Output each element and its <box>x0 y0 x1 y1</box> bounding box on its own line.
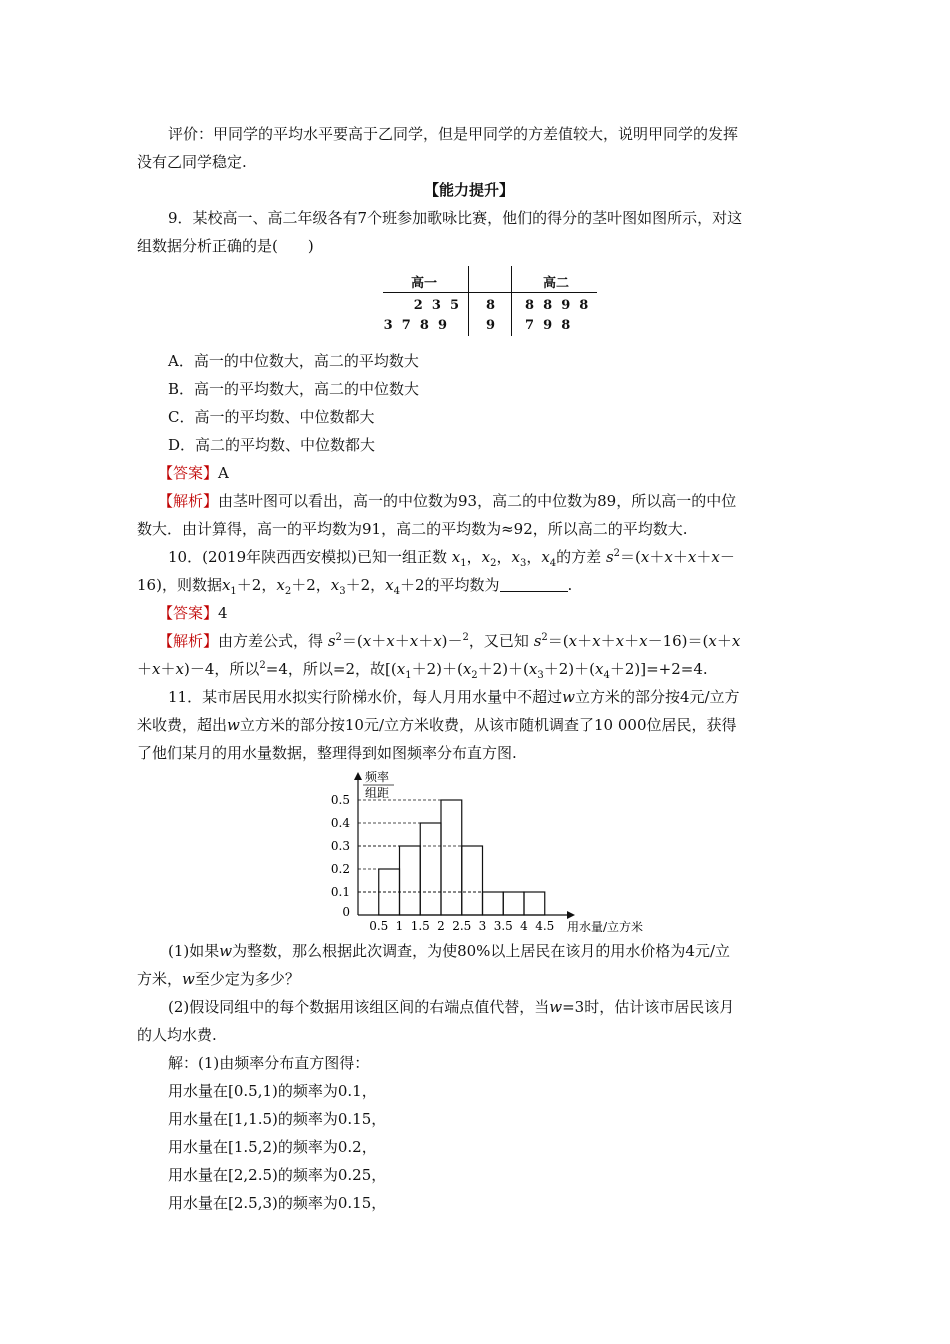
x-axis-arrow <box>567 911 575 919</box>
answer-line <box>158 603 228 623</box>
q11-text: 至少定为多少？ <box>194 970 300 988</box>
question-11-sub1: (1)如果w为整数，那么根据此次调查，为使80%以上居民在该月的用水价格为4元/立 <box>168 942 731 960</box>
q11-text: 立方米的部分按4元/立方 <box>574 688 740 706</box>
x-tick-label: 3 <box>478 919 487 933</box>
y-axis-label-top: 频率 <box>365 770 390 784</box>
x-tick-label: 0.5 <box>369 919 389 933</box>
answer-tag: 【答案】 <box>158 604 219 622</box>
histogram-bar <box>483 892 504 915</box>
answer-blank <box>500 577 568 592</box>
text-line: 评价：甲同学的平均水平要高于乙同学，但是甲同学的方差值较大，说明甲同学的发挥 <box>168 125 739 143</box>
q10-text: 的方差 <box>556 548 602 566</box>
q10-text: 的平均数为 <box>424 576 500 594</box>
question-11-sub1: 方米，w至少定为多少？ <box>137 970 300 988</box>
question-11-sub2: (2)假设同组中的每个数据用该组区间的右端点值代替，当w=3时，估计该市居民该月 <box>168 998 735 1016</box>
table-cell-stem: 9 <box>486 318 496 333</box>
question-10-text: 10．(2019年陕西西安模拟)已知一组正数 $x_1$，$x_2$，$x_3$，$x_4$的方差 $s^2=(x+x+x+x-$ <box>168 548 735 569</box>
analysis-line <box>158 491 736 511</box>
table-cell-stem: 8 <box>486 298 496 313</box>
x-tick-label: 1.5 <box>410 919 430 933</box>
solution-line: 用水量在[1,1.5)的频率为0.15， <box>168 1110 387 1128</box>
table-divider-right <box>511 266 512 336</box>
question-11-text: 11．某市居民用水拟实行阶梯水价，每人月用水量中不超过w立方米的部分按4元/立方 <box>168 688 740 706</box>
section-title: 【能力提升】 <box>424 181 515 199</box>
q10-text: 16)，则数据 <box>137 576 222 594</box>
question-11-text: 了他们某月的用水量数据，整理得到如图频率分布直方图. <box>137 744 517 762</box>
analysis-text: 由方差公式，得 <box>218 632 324 650</box>
x-axis-label: 用水量/立方米 <box>567 920 644 934</box>
analysis-line: 数大．由计算得，高一的平均数为91，高二的平均数为≈92，所以高二的平均数大. <box>137 520 688 538</box>
table-cell-right: 7 9 8 <box>525 318 571 333</box>
x-tick-label: 4 <box>520 919 528 933</box>
analysis-line: ＋x＋x)－4，所以$^2$=4，所以=2，故$[(x_1+2)+(x_2+2)+(x_3+2)+(x_4+2)]=+2=4$. <box>137 660 708 681</box>
analysis-tag: 【解析】 <box>158 492 219 510</box>
y-tick-label: 0.3 <box>330 839 350 853</box>
x-tick-label: 2 <box>437 919 445 933</box>
table-divider-left <box>468 266 469 336</box>
x-tick-label: 1 <box>395 919 404 933</box>
question-11-sub2: 的人均水费. <box>137 1026 217 1044</box>
option-d: D．高二的平均数、中位数都大 <box>168 436 376 454</box>
solution-line: 用水量在[2,2.5)的频率为0.25， <box>168 1166 387 1184</box>
q11-text: 为整数，那么根据此次调查，为使80%以上居民在该月的用水价格为4元/立 <box>232 942 731 960</box>
table-header-right: 高二 <box>543 276 570 291</box>
analysis-text: 由茎叶图可以看出，高一的中位数为93，高二的中位数为89，所以高一的中位 <box>218 492 737 510</box>
analysis-text: =4，所以=2，故 <box>265 660 385 678</box>
solution-line: 用水量在[0.5,1)的频率为0.1， <box>168 1082 377 1100</box>
y-tick-label: 0.4 <box>330 816 350 830</box>
analysis-text: =+2=4. <box>646 660 708 678</box>
histogram-bar <box>441 800 462 915</box>
table-header-rule <box>383 292 597 293</box>
table-header-left: 高一 <box>411 276 438 291</box>
solution-line: 用水量在[2.5,3)的频率为0.15， <box>168 1194 387 1212</box>
histogram-bar <box>420 823 441 915</box>
answer-value: A <box>218 464 229 482</box>
analysis-line: 【解析】由方差公式，得 $s^2=(x+x+x+x)-^2$，又已知 $s^2=(x+x+x+x-16)=(x+x$ <box>158 632 741 650</box>
y-axis-arrow <box>354 772 362 780</box>
table-cell-left: 2 3 5 <box>413 298 459 313</box>
x-tick-label: 4.5 <box>535 919 555 933</box>
analysis-tag: 【解析】 <box>158 632 219 650</box>
solution-line: 用水量在[1.5,2)的频率为0.2， <box>168 1138 377 1156</box>
q11-text: 米收费，超出 <box>137 716 228 734</box>
histogram-bar <box>400 846 421 915</box>
question-9-text: 组数据分析正确的是( ) <box>137 237 314 255</box>
q11-text: 立方米的部分按10元/立方米收费，从该市随机调查了10 000位居民，获得 <box>239 716 737 734</box>
q11-text: (2)假设同组中的每个数据用该组区间的右端点值代替，当 <box>168 998 550 1016</box>
table-cell-left: 3 7 8 9 <box>383 318 447 333</box>
option-a: A．高一的中位数大，高二的平均数大 <box>168 352 419 370</box>
solution-head: 解：(1)由频率分布直方图得： <box>168 1054 370 1072</box>
q11-text: (1)如果 <box>168 942 220 960</box>
question-10-text: 16)，则数据$x_1+2$，$x_2+2$，$x_3+2$，$x_4+2$的平均数为 . <box>137 576 573 597</box>
option-c: C．高一的平均数、中位数都大 <box>168 408 375 426</box>
answer-value: 4 <box>218 604 228 622</box>
q11-text: 11．某市居民用水拟实行阶梯水价，每人月用水量中不超过 <box>168 688 563 706</box>
y-tick-label: 0.2 <box>330 862 350 876</box>
answer-tag: 【答案】 <box>158 464 219 482</box>
y-axis-label-bottom: 组距 <box>365 786 390 800</box>
histogram-chart <box>322 770 662 938</box>
y-tick-label: 0.5 <box>330 793 350 807</box>
question-9-text: 9．某校高一、高二年级各有7个班参加歌咏比赛，他们的得分的茎叶图如图所示，对这 <box>168 209 743 227</box>
question-11-text: 米收费，超出w立方米的部分按10元/立方米收费，从该市随机调查了10 000位居民，获得 <box>137 716 737 734</box>
histogram-bar <box>503 892 524 915</box>
q11-text: 方米， <box>137 970 183 988</box>
option-b: B．高一的平均数大，高二的中位数大 <box>168 380 420 398</box>
analysis-text: ，所以 <box>214 660 260 678</box>
stem-leaf-table <box>383 266 597 336</box>
table-cell-right: 8 8 9 8 <box>525 298 589 313</box>
q10-text: 10．(2019年陕西西安模拟)已知一组正数 <box>168 548 447 566</box>
x-tick-label: 2.5 <box>452 919 472 933</box>
analysis-text: ，又已知 <box>468 632 529 650</box>
y-tick-label: 0.1 <box>330 885 350 899</box>
histogram-bar <box>524 892 545 915</box>
x-tick-label: 3.5 <box>493 919 513 933</box>
q11-text: =3时，估计该市居民该月 <box>562 998 735 1016</box>
answer-line <box>158 463 229 483</box>
histogram-bar <box>462 846 483 915</box>
text-line: 没有乙同学稳定. <box>137 153 247 171</box>
origin-label: 0 <box>342 905 350 919</box>
